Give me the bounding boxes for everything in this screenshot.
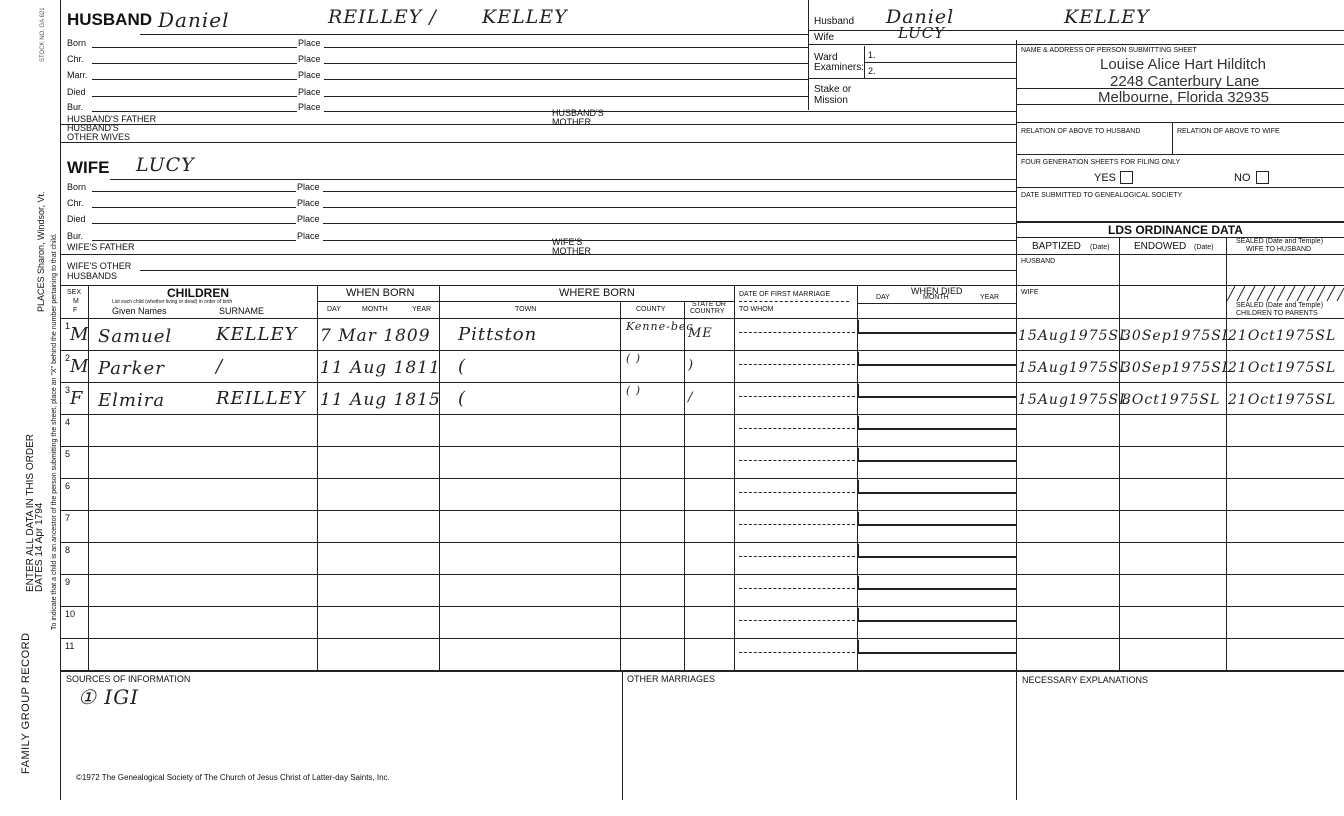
child-row-line <box>60 510 1344 511</box>
husband-bur-line <box>92 111 297 112</box>
relation-divider <box>1172 122 1173 154</box>
endowed-label: ENDOWED <box>1134 241 1187 252</box>
sealed-wife-1: SEALED (Date and Temple) <box>1236 238 1324 245</box>
born-year-label: YEAR <box>412 306 432 313</box>
husband-mother-label: HUSBAND'S MOTHER <box>552 108 604 127</box>
box-husband-line <box>808 30 1344 31</box>
wife-bur-place: Place <box>297 231 320 241</box>
four-gen-label: FOUR GENERATION SHEETS FOR FILING ONLY <box>1021 159 1181 166</box>
wife-bur-line <box>92 240 296 241</box>
first-marriage-label: DATE OF FIRST MARRIAGE <box>739 291 831 298</box>
child-sex: M <box>70 356 90 377</box>
baptized-label: BAPTIZED <box>1032 241 1081 252</box>
ancestor-instruction: To indicate that a child is an ancestor of the person submitting the sheet, place an "X" behind the number pertaining to that child. <box>51 233 58 630</box>
child-endowed: 8Oct1975SL <box>1122 392 1221 408</box>
child-sealed: 21Oct1975SL <box>1228 328 1337 344</box>
surname-label: SURNAME <box>219 306 265 316</box>
sealed-children-1: SEALED (Date and Temple) <box>1236 302 1324 309</box>
died-tick <box>857 608 859 620</box>
places-label: PLACES Sharon, Windsor, Vt. <box>36 191 46 312</box>
marriage-dash-line <box>739 556 855 557</box>
child-given-name: Samuel <box>98 326 173 347</box>
child-row-line <box>60 350 1344 351</box>
submitter-city: Melbourne, Florida 32935 <box>1098 89 1269 106</box>
died-tick <box>857 640 859 652</box>
when-born-label: WHEN BORN <box>346 287 415 299</box>
child-number: 8 <box>65 545 71 555</box>
died-line <box>857 396 1016 398</box>
child-row-line <box>60 606 1344 607</box>
no-label: NO <box>1234 172 1251 184</box>
husband-chr-place: Place <box>298 54 321 64</box>
child-sex: M <box>70 324 90 345</box>
stake-label: Stake or <box>814 84 852 95</box>
ward-label: Ward <box>814 52 838 63</box>
wife-label: WIFE <box>67 158 110 177</box>
died-line <box>857 460 1016 462</box>
yes-label: YES <box>1094 172 1117 184</box>
col-county <box>684 301 685 671</box>
submitter-street: 2248 Canterbury Lane <box>1110 73 1260 90</box>
wife-parents-line <box>60 254 1016 255</box>
died-line <box>857 332 1016 334</box>
child-birth-date: 11 Aug 1815 <box>320 390 441 410</box>
no-checkbox[interactable] <box>1256 171 1269 184</box>
died-line <box>857 524 1016 526</box>
box-wife-label: Wife <box>814 32 834 43</box>
examiners-label: Examiners: <box>814 62 865 73</box>
husband-marr-place: Place <box>298 70 321 80</box>
husband-father-label: HUSBAND'S FATHER <box>67 114 157 124</box>
child-number: 2 <box>65 353 71 363</box>
sources-value: ① IGI <box>78 685 140 709</box>
wife-name-line <box>110 179 1016 180</box>
lds-header-line <box>1016 254 1344 255</box>
explanations-label: NECESSARY EXPLANATIONS <box>1022 675 1149 685</box>
died-day-label: DAY <box>876 294 890 301</box>
children-bottom-line <box>60 671 1344 672</box>
died-month-label: MONTH <box>923 294 949 301</box>
husband-born-place-line <box>324 47 808 48</box>
died-tick <box>857 384 859 396</box>
box-wife-value: LUCY <box>898 24 946 42</box>
child-state: ) <box>688 358 695 373</box>
ward-bottom-line <box>808 78 1016 79</box>
lds-husband-label: HUSBAND <box>1021 258 1056 265</box>
marriage-dash-line <box>739 396 855 397</box>
child-row-line <box>60 414 1344 415</box>
child-row-line <box>60 446 1344 447</box>
when-died-label: WHEN DIED <box>911 286 963 296</box>
sources-label: SOURCES OF INFORMATION <box>66 674 191 684</box>
born-month-label: MONTH <box>362 306 388 313</box>
country-label: COUNTRY <box>690 308 725 315</box>
relation-husband-label: RELATION OF ABOVE TO HUSBAND <box>1021 128 1141 135</box>
box-surname: KELLEY <box>1064 6 1150 28</box>
relation-wife-label: RELATION OF ABOVE TO WIFE <box>1177 128 1280 135</box>
wife-section-bottom <box>60 285 1344 286</box>
born-day-label: DAY <box>327 306 341 313</box>
examiner-2: 2. <box>868 66 876 76</box>
child-county: ( ) <box>626 352 642 365</box>
examiner-1: 1. <box>868 50 876 60</box>
husband-marr-line <box>92 79 297 80</box>
died-subheader-line <box>857 303 1016 304</box>
town-label: TOWN <box>515 306 537 313</box>
died-line <box>857 492 1016 494</box>
died-tick <box>857 512 859 524</box>
husband-died-line <box>92 96 297 97</box>
child-number: 10 <box>65 609 76 619</box>
husband-marr-label: Marr. <box>67 70 88 80</box>
lds-title: LDS ORDINANCE DATA <box>1108 223 1243 237</box>
husband-born-place: Place <box>298 38 321 48</box>
child-county: ( ) <box>626 384 642 397</box>
child-town: Pittston <box>458 324 538 345</box>
box-husband-value: Daniel <box>886 6 955 28</box>
child-surname: REILLEY <box>216 388 306 409</box>
sealed-wife-2: WIFE TO HUSBAND <box>1246 246 1312 253</box>
form-title <box>20 632 60 782</box>
born-subheader-line <box>317 301 439 302</box>
wife-born-place: Place <box>297 182 320 192</box>
county-label: COUNTY <box>636 306 666 313</box>
child-row-line <box>60 382 1344 383</box>
child-baptized: 15Aug1975SL <box>1018 328 1130 344</box>
lds-wife-label: WIFE <box>1021 289 1039 296</box>
husband-marr-place-line <box>324 79 808 80</box>
header-box-left <box>808 0 809 110</box>
child-town: ( <box>458 356 467 377</box>
marriage-dash-line <box>739 460 855 461</box>
wife-died-place: Place <box>297 214 320 224</box>
yes-checkbox[interactable] <box>1120 171 1133 184</box>
marriage-dash-line <box>739 652 855 653</box>
baptized-date-label: (Date) <box>1090 244 1110 251</box>
marriage-dash-line <box>739 492 855 493</box>
wife-born-place-line <box>323 191 1016 192</box>
child-town: ( <box>458 388 467 409</box>
child-given-name: Parker <box>98 358 165 379</box>
dates-label: DATES 14 Apr 1794 <box>34 502 45 592</box>
husband-chr-place-line <box>324 63 808 64</box>
child-county: Kenne-bec <box>626 320 694 333</box>
box-husband-label: Husband <box>814 16 855 27</box>
died-line <box>857 556 1016 558</box>
wife-other-husbands-line <box>140 270 1016 271</box>
wife-father-label: WIFE'S FATHER <box>67 242 135 252</box>
endowed-date-label: (Date) <box>1194 244 1214 251</box>
wife-chr-place: Place <box>297 198 320 208</box>
left-border <box>60 0 61 800</box>
child-endowed: 30Sep1975SL <box>1122 360 1233 376</box>
sex-label: SEX <box>67 289 82 296</box>
child-baptized: 15Aug1975SL <box>1018 360 1130 376</box>
child-sex: F <box>70 388 84 409</box>
husband-died-label: Died <box>67 87 86 97</box>
child-endowed: 30Sep1975SL <box>1122 328 1233 344</box>
wife-died-place-line <box>323 223 1016 224</box>
submitter-name: Louise Alice Hart Hilditch <box>1100 56 1266 73</box>
died-tick <box>857 576 859 588</box>
child-number: 11 <box>65 641 75 651</box>
sealed-children-2: CHILDREN TO PARENTS <box>1236 310 1318 317</box>
stock-number: STOCK NO. GA 621 <box>40 7 46 62</box>
footer-divider <box>622 671 623 800</box>
children-header-bottom <box>60 318 1344 319</box>
child-state: / <box>688 390 694 405</box>
state-label: STATE OR <box>692 301 726 308</box>
date-submitted-label: DATE SUBMITTED TO GENEALOGICAL SOCIETY <box>1021 192 1183 199</box>
child-surname: KELLEY <box>216 324 298 345</box>
husband-born-line <box>92 47 297 48</box>
died-tick <box>857 320 859 332</box>
sex-f-label: F <box>73 307 78 314</box>
to-whom-label: TO WHOM <box>739 306 774 313</box>
wife-chr-label: Chr. <box>67 198 84 208</box>
child-number: 4 <box>65 417 71 427</box>
died-tick <box>857 448 859 460</box>
child-birth-date: 7 Mar 1809 <box>320 326 431 346</box>
given-names-label: Given Names <box>112 306 167 316</box>
died-line <box>857 588 1016 590</box>
col-town <box>620 301 621 671</box>
four-gen-bottom <box>1016 187 1344 188</box>
box-wife-line <box>808 44 1344 45</box>
enter-data-order: ENTER ALL DATA IN THIS ORDER <box>25 434 36 592</box>
children-instruction: List each child (whether living or dead) in order of birth <box>112 299 233 305</box>
died-year-label: YEAR <box>980 294 1000 301</box>
child-row-line <box>60 574 1344 575</box>
husband-label: HUSBAND <box>67 10 152 29</box>
child-row-line <box>60 542 1344 543</box>
died-tick <box>857 352 859 364</box>
child-number: 1 <box>65 321 71 331</box>
child-birth-date: 11 Aug 1811 <box>320 358 441 378</box>
mission-label: Mission <box>814 95 848 106</box>
child-baptized: 15Aug1975SL <box>1018 392 1130 408</box>
where-subheader-line <box>439 301 734 302</box>
marriage-dash-line <box>739 620 855 621</box>
child-number: 7 <box>65 513 71 523</box>
wife-mother-label: WIFE'S MOTHER <box>552 237 591 256</box>
child-sealed: 21Oct1975SL <box>1228 360 1337 376</box>
child-row-line <box>60 638 1344 639</box>
other-marriages-label: OTHER MARRIAGES <box>627 674 716 684</box>
child-number: 3 <box>65 385 71 395</box>
wife-died-line <box>92 223 296 224</box>
child-row-line <box>60 478 1344 479</box>
wife-bur-place-line <box>323 240 1016 241</box>
marriage-dash-line <box>739 588 855 589</box>
husband-bur-label: Bur. <box>67 102 84 112</box>
child-surname: / <box>216 356 224 377</box>
submitter-line-1 <box>1016 88 1344 89</box>
wife-chr-line <box>92 207 296 208</box>
children-title: CHILDREN <box>167 286 229 300</box>
died-line <box>857 364 1016 366</box>
where-born-label: WHERE BORN <box>559 287 635 299</box>
died-tick <box>857 544 859 556</box>
husband-died-place-line <box>324 96 808 97</box>
form-title-text: FAMILY GROUP RECORD <box>20 632 32 774</box>
husband-other-wives-label: HUSBAND'S OTHER WIVES <box>67 123 131 142</box>
husband-surname-1: REILLEY / <box>328 6 437 28</box>
marriage-dash-line <box>739 428 855 429</box>
died-line <box>857 652 1016 654</box>
wife-other-husbands-label: WIFE'S OTHER HUSBANDS <box>67 261 132 281</box>
wife-chr-place-line <box>323 207 1016 208</box>
sex-m-label: M <box>73 298 79 305</box>
husband-name-line <box>140 34 808 35</box>
marriage-dash-line <box>739 364 855 365</box>
wife-born-line <box>92 191 296 192</box>
died-tick <box>857 480 859 492</box>
marriage-dash-line <box>739 524 855 525</box>
died-line <box>857 428 1016 430</box>
husband-died-place: Place <box>298 87 321 97</box>
husband-chr-label: Chr. <box>67 54 84 64</box>
husband-section-bottom <box>60 142 1016 143</box>
husband-chr-line <box>92 63 297 64</box>
child-number: 5 <box>65 449 71 459</box>
child-state: ME <box>688 326 713 341</box>
marriage-dash-line <box>739 332 855 333</box>
child-number: 9 <box>65 577 71 587</box>
died-tick <box>857 416 859 428</box>
husband-given-name: Daniel <box>158 8 230 32</box>
husband-bur-place-line <box>324 111 1016 112</box>
husband-parents-line <box>60 124 1016 125</box>
examiners-mid-line <box>864 62 1016 63</box>
child-sealed: 21Oct1975SL <box>1228 392 1337 408</box>
copyright-notice: ©1972 The Genealogical Society of The Church of Jesus Christ of Latter-day Saints, Inc. <box>76 773 390 782</box>
husband-surname-2: KELLEY <box>482 6 568 28</box>
submitter-label: NAME & ADDRESS OF PERSON SUBMITTING SHEET <box>1021 47 1197 54</box>
submitter-bottom <box>1016 122 1344 123</box>
wife-bur-label: Bur. <box>67 231 84 241</box>
wife-given-name: LUCY <box>136 154 195 176</box>
husband-bur-place: Place <box>298 102 321 112</box>
child-given-name: Elmira <box>98 390 166 411</box>
wife-born-label: Born <box>67 182 87 192</box>
wife-died-label: Died <box>67 214 86 224</box>
relation-bottom <box>1016 154 1344 155</box>
husband-born-label: Born <box>67 38 87 48</box>
sealed-hatch-pattern <box>1227 285 1344 302</box>
submitter-line-2 <box>1016 104 1344 105</box>
died-line <box>857 620 1016 622</box>
child-number: 6 <box>65 481 71 491</box>
header-dash-line <box>739 301 849 302</box>
